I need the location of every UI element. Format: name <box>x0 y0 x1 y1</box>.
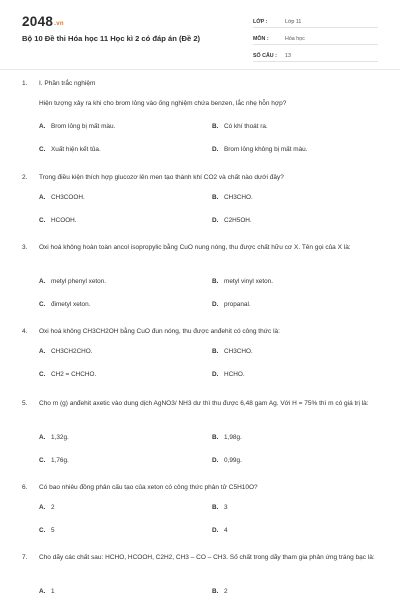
option-c[interactable]: C. Xuất hiện kết tủa. <box>39 146 101 153</box>
document-header <box>0 0 400 62</box>
option-b[interactable]: B. CH3CHO. <box>212 194 253 201</box>
site-logo[interactable]: 2048.vn <box>22 14 64 29</box>
meta-count-value: 13 <box>285 53 291 59</box>
document-title: Bộ 10 Đề thi Hóa học 11 Học kì 2 có đáp án (Đề 2) <box>22 34 201 43</box>
option-c[interactable]: C. HCOOH. <box>39 217 77 224</box>
option-d[interactable]: D. 0,99g. <box>212 457 242 464</box>
question-7 <box>22 552 382 595</box>
meta-subject-label: MÔN : <box>253 36 269 42</box>
option-d[interactable]: D. C2H5OH. <box>212 217 252 224</box>
meta-count-row <box>253 48 378 62</box>
question-text: 5. Cho m (g) anđehit axetic vào dung dịch AgNO3/ NH3 dư thì thu được 6,48 gam Ag. Với H = 75% thì m có giá trị là: <box>22 400 369 407</box>
option-b[interactable]: B. Có khí thoát ra. <box>212 123 268 130</box>
meta-class-label: LỚP : <box>253 19 268 25</box>
question-5 <box>22 398 382 464</box>
option-d[interactable]: D. Brom lỏng không bị mất màu. <box>212 146 308 153</box>
question-4 <box>22 326 382 378</box>
option-b[interactable]: B. 1,98g. <box>212 434 242 441</box>
question-text: 6. Có bao nhiêu đồng phân cấu tạo của xeton có công thức phân tử C5H10O? <box>22 484 258 491</box>
question-text: 7. Cho dãy các chất sau: HCHO, HCOOH, C2H2, CH3 – CO – CH3. Số chất trong dãy tham gia phản ứng tráng bạc là: <box>22 554 375 561</box>
option-c[interactable]: C. CH2 = CHCHO. <box>39 371 97 378</box>
option-a[interactable]: A. 2 <box>39 504 55 511</box>
question-6 <box>22 482 382 534</box>
meta-subject-value: Hóa học <box>285 36 305 42</box>
question-2 <box>22 172 382 224</box>
option-a[interactable]: A. metyl phenyl xeton. <box>39 278 107 285</box>
option-d[interactable]: D. 4 <box>212 527 228 534</box>
option-b[interactable]: B. 3 <box>212 504 228 511</box>
option-a[interactable]: A. 1 <box>39 588 55 595</box>
document-meta <box>253 14 378 65</box>
option-c[interactable]: C. 5 <box>39 527 55 534</box>
section-title: 1. I. Phần trắc nghiệm <box>22 80 96 87</box>
option-b[interactable]: B. metyl vinyl xeton. <box>212 278 274 285</box>
question-text: 2. Trong điều kiện thích hợp glucozơ lên men tạo thành khí CO2 và chất nào dưới đây? <box>22 174 284 181</box>
option-b[interactable]: B. CH3CHO. <box>212 348 253 355</box>
question-1 <box>22 98 382 153</box>
header-divider <box>0 69 400 70</box>
option-a[interactable]: A. 1,32g. <box>39 434 69 441</box>
meta-class-row <box>253 14 378 28</box>
option-c[interactable]: C. đimetyl xeton. <box>39 301 91 308</box>
question-text: Hiện tượng xảy ra khi cho brom lỏng vào ống nghiệm chứa benzen, lắc nhẹ hỗn hợp? <box>39 100 287 107</box>
option-d[interactable]: D. HCHO. <box>212 371 245 378</box>
question-3 <box>22 242 382 308</box>
question-text: 4. Oxi hoá không CH3CH2OH bằng CuO đun nóng, thu được anđehit có công thức là: <box>22 328 280 335</box>
option-a[interactable]: A. CH3COOH. <box>39 194 85 201</box>
question-text: 3. Oxi hoá không hoàn toàn ancol isopropylic bằng CuO nung nóng, thu được chất hữu cơ X. Tên gọi của X là: <box>22 244 351 251</box>
meta-subject-row <box>253 31 378 45</box>
option-c[interactable]: C. 1,76g. <box>39 457 69 464</box>
option-b[interactable]: B. 2 <box>212 588 228 595</box>
meta-class-value: Lớp 11 <box>285 19 302 25</box>
meta-count-label: SỐ CÂU : <box>253 53 277 59</box>
option-a[interactable]: A. Brom lỏng bị mất màu. <box>39 123 116 130</box>
option-d[interactable]: D. propanal. <box>212 301 251 308</box>
option-a[interactable]: A. CH3CH2CHO. <box>39 348 93 355</box>
